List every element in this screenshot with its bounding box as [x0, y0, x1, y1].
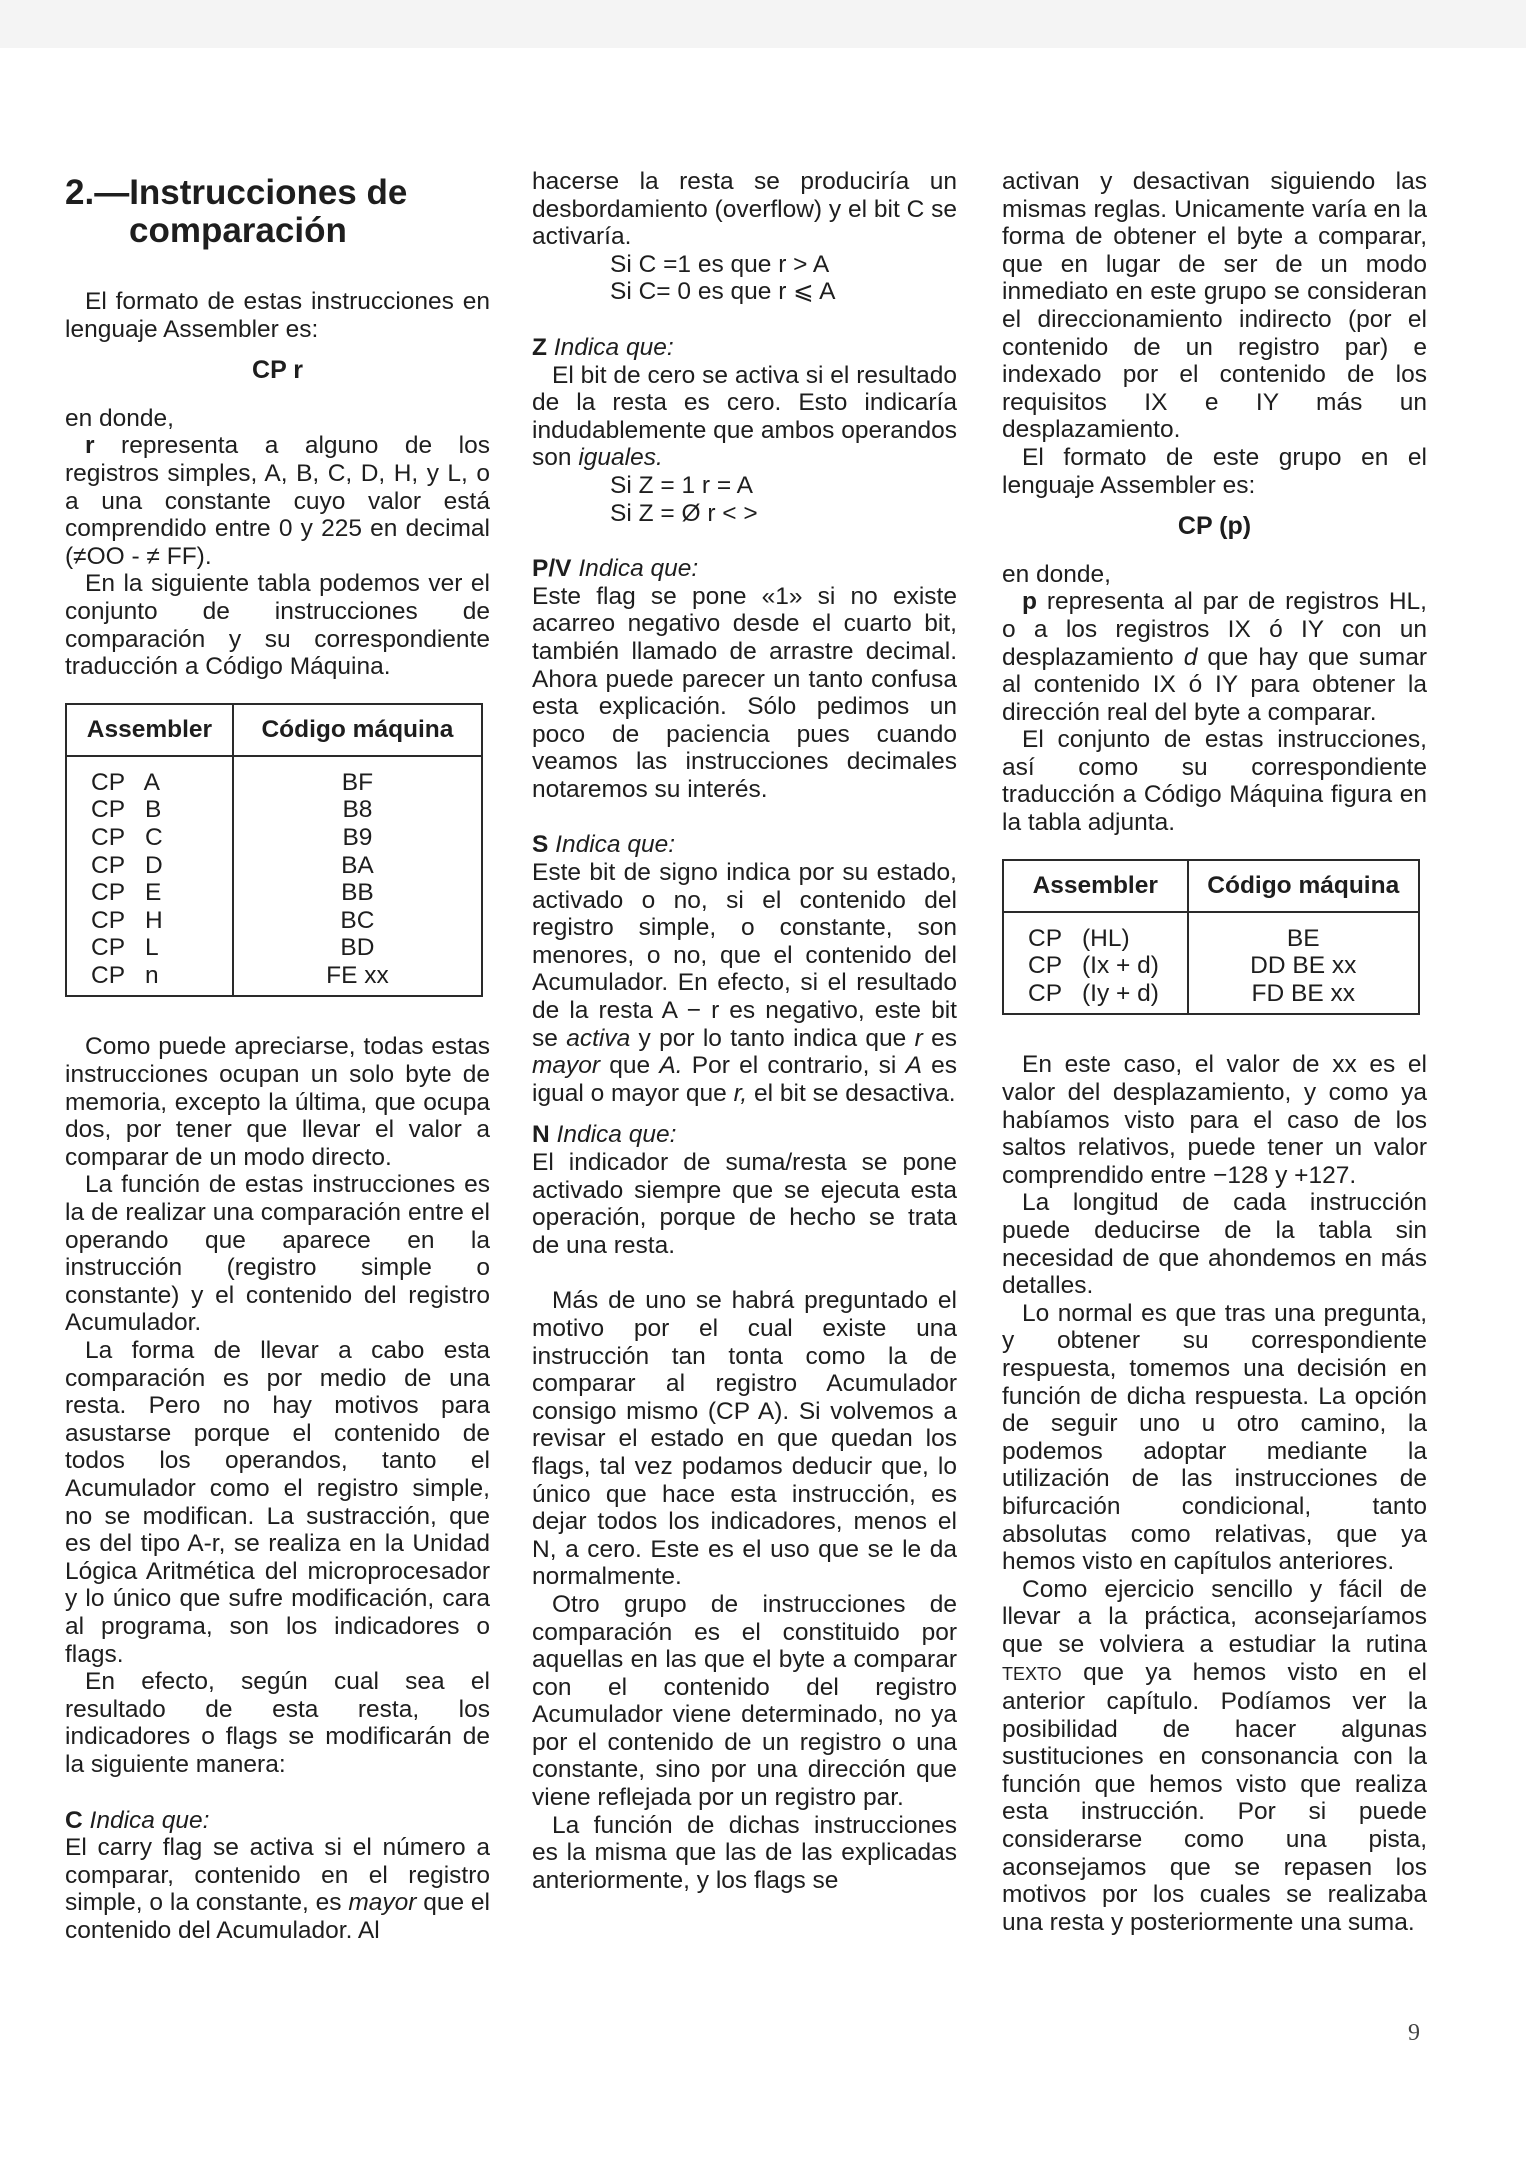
paragraph-text: El carry flag se activa si el número a comparar, contenido en el registro simple, o la constante, es — [65, 1834, 490, 1917]
table-cell-assembler: CP H — [66, 907, 233, 935]
table-row — [66, 852, 482, 880]
table-row — [66, 824, 482, 852]
table-header-assembler: Assembler — [1003, 860, 1188, 912]
flag-name: P/V — [532, 555, 572, 583]
flag-heading-pv — [532, 555, 957, 583]
italic-term: d — [1183, 643, 1198, 671]
paragraph: en donde, — [1002, 560, 1111, 588]
paragraph: El conjunto de estas instrucciones, así como su correspondiente traducción a Código Máquina figura en la tabla adjunta. — [1002, 726, 1427, 837]
table-cell-code: BF — [233, 756, 482, 797]
table-header-assembler: Assembler — [66, 704, 233, 756]
table-row — [1003, 952, 1419, 980]
formula: Si Z = Ø r < > — [610, 499, 758, 527]
column-2 — [532, 168, 957, 1894]
format-cp-r: CP r — [252, 356, 303, 385]
table-header-code: Código máquina — [233, 704, 482, 756]
table-cell-code: BB — [233, 879, 482, 907]
table-cell-assembler: CP D — [66, 852, 233, 880]
spacer — [532, 1259, 957, 1287]
paragraph: En la siguiente tabla podemos ver el conjunto de instrucciones de comparación y su correspondiente traducción a Código Máquina. — [65, 570, 490, 681]
italic-term: iguales. — [578, 444, 663, 472]
spacer — [532, 527, 957, 555]
paragraph-text: y por lo tanto indica que — [630, 1024, 915, 1052]
table-cell-code: BD — [233, 934, 482, 962]
table-row — [1003, 980, 1419, 1015]
paragraph: La función de dichas instrucciones es la misma que las de las explicadas anteriormente, y los flags se — [532, 1811, 957, 1894]
table-cell-code: BA — [233, 852, 482, 880]
italic-term: activa — [566, 1024, 631, 1052]
flag-heading-c — [65, 1807, 490, 1835]
table-cell-code: B8 — [233, 796, 482, 824]
flag-name: C — [65, 1806, 83, 1834]
paragraph — [532, 362, 957, 472]
paragraph-text: Como ejercicio sencillo y fácil de llevar a la práctica, aconsejaríamos que se volviera a estudiar la rutina — [1002, 1575, 1427, 1658]
paragraph: El formato de este grupo en el lenguaje Assembler es: — [1002, 443, 1427, 499]
paragraph: Más de uno se habrá preguntado el motivo por el cual existe una instrucción tan tonta como la de comparar al registro Acumulador consigo mismo (CP A). Si volvemos a revisar el estado en que quedan los flags, tal vez podamos deducir que, lo único que hace esta instrucción, es dejar todos los indicadores, menos el N, a cero. Este es el uso que se le da normalmente. — [532, 1287, 957, 1591]
format-cp-p: CP (p) — [1177, 512, 1252, 541]
spacer — [532, 306, 957, 334]
paragraph-text: Por el contrario, si — [682, 1052, 906, 1080]
table-row — [66, 796, 482, 824]
italic-term: r, — [733, 1079, 748, 1107]
flag-subtitle: Indica que: — [556, 1121, 677, 1149]
italic-term: mayor — [532, 1052, 601, 1080]
paragraph-text: el bit se desactiva. — [747, 1079, 956, 1107]
paragraph: La forma de llevar a cabo esta comparación es por medio de una resta. Pero no hay motivos para asustarse porque el contenido de todos los operandos, tanto el Acumulador como el registro simple, no se modifican. La sustracción, que es del tipo A-r, se realiza en la Unidad Lógica Aritmética del microprocesador y lo único que sufre modificación, cara al programa, son los indicadores o flags. — [65, 1337, 490, 1668]
flag-name: S — [532, 831, 549, 859]
instruction-table-2 — [1002, 859, 1420, 1016]
paragraph-text: que el contenido del Acumulador. Al — [65, 1889, 490, 1944]
paragraph: El formato de estas instrucciones en lenguaje Assembler es: — [65, 288, 490, 343]
paragraph-text: que ya hemos visto en el anterior capítulo. Podíamos ver la posibilidad de hacer algunas sustituciones en consonancia con la función que hemos visto que realiza esta instrucción. Por si puede considerarse como una pista, aconsejamos que se repasen los motivos por los cuales se realizaba una resta y posteriormente una suma. — [1002, 1658, 1427, 1936]
table-cell-assembler: CP (Iy + d) — [1003, 980, 1188, 1015]
section-title — [65, 174, 490, 250]
section-title-line2: comparación — [129, 211, 347, 250]
table-cell-assembler: CP L — [66, 934, 233, 962]
paragraph: En este caso, el valor de xx es el valor del desplazamiento, y como ya habíamos visto para el caso de los saltos relativos, puede tener un valor comprendido entre −128 y +127. — [1002, 1051, 1427, 1189]
table-header-code: Código máquina — [1188, 860, 1420, 912]
flag-subtitle: Indica que: — [89, 1806, 210, 1834]
table-row — [66, 756, 482, 797]
paragraph: Otro grupo de instrucciones de comparación es el constituido por aquellas en las que el byte a comparar con el contenido del registro Acumulador viene determinado, no ya por el contenido de un registro o una constante, sino por una dirección que viene reflejada por un registro par. — [532, 1590, 957, 1812]
paragraph-text: El bit de cero se activa si el resultado de la resta es cero. Esto indicaría indudablemente que ambos operandos son — [532, 361, 957, 472]
flag-heading-z — [532, 334, 957, 362]
table-cell-code: FD BE xx — [1188, 980, 1420, 1015]
column-3 — [1002, 168, 1427, 1936]
flag-heading-s — [532, 831, 957, 859]
flag-subtitle: Indica que: — [578, 555, 699, 583]
italic-term: A — [905, 1052, 922, 1080]
paragraph: En efecto, según cual sea el resultado de esta resta, los indicadores o flags se modificarán de la siguiente manera: — [65, 1668, 490, 1778]
spacer — [532, 1107, 957, 1121]
spacer — [65, 1779, 490, 1807]
paragraph: Este flag se pone «1» si no existe acarreo negativo desde el cuarto bit, también llamado de arrastre decimal. Ahora puede parecer un tanto confusa esta explicación. Sólo pedimos un poco de paciencia pues cuando veamos las instrucciones decimales notaremos su interés. — [532, 582, 957, 803]
paragraph: activan y desactivan siguiendo las mismas reglas. Unicamente varía en la forma de obtener el byte a comparar, que en lugar de ser de un modo inmediato en este grupo se consideran el direccionamiento indirecto (por el contenido de un registro par) e indexado por el contenido de los requisitos IX e IY más un desplazamiento. — [1002, 168, 1427, 444]
flag-subtitle: Indica que: — [555, 831, 676, 859]
formula: Si C= 0 es que r ⩽ A — [610, 278, 836, 306]
paragraph-text: que — [600, 1052, 660, 1080]
paragraph — [532, 859, 957, 1107]
paragraph: Lo normal es que tras una pregunta, y obtener su correspondiente respuesta, tomemos una decisión en función de dicha respuesta. La opción de seguir uno u otro camino, la podemos adoptar mediante la utilización de las instrucciones de bifurcación condicional, tanto absolutas como relativas, que ya hemos visto en capítulos anteriores. — [1002, 1299, 1427, 1576]
paragraph: hacerse la resta se produciría un desbordamiento (overflow) y el bit C se activaría. — [532, 168, 957, 251]
italic-term: r — [914, 1024, 923, 1052]
table-cell-assembler: CP C — [66, 824, 233, 852]
table-cell-code: DD BE xx — [1188, 952, 1420, 980]
table-cell-assembler: CP (HL) — [1003, 912, 1188, 953]
paragraph: La longitud de cada instrucción puede deducirse de la tabla sin necesidad de que ahondemos en más detalles. — [1002, 1189, 1427, 1300]
paragraph-text: es igual o mayor que — [532, 1052, 958, 1107]
table-row — [66, 962, 482, 997]
paragraph: en donde, — [65, 404, 174, 432]
bold-term: p — [1022, 588, 1037, 616]
small-caps-term: TEXTO — [1002, 1663, 1062, 1684]
paragraph — [1002, 588, 1427, 726]
instruction-table-1 — [65, 703, 483, 998]
spacer — [532, 803, 957, 831]
paragraph — [65, 432, 490, 570]
italic-term: mayor — [348, 1889, 417, 1917]
bold-term: r — [85, 432, 95, 460]
table-cell-assembler: CP B — [66, 796, 233, 824]
column-1 — [65, 168, 490, 1944]
page-number: 9 — [1408, 2020, 1420, 2046]
table-cell-assembler: CP A — [66, 756, 233, 797]
table-row — [1003, 912, 1419, 953]
paragraph-text: representa a alguno de los registros simples, A, B, C, D, H, y L, o a una constante cuyo valor está comprendido entre 0 y 225 en decimal (≠OO - ≠ FF). — [65, 432, 490, 570]
table-cell-code: BE — [1188, 912, 1420, 953]
paragraph: El indicador de suma/resta se pone activado siempre que se ejecuta esta operación, porque de hecho se trata de una resta. — [532, 1149, 957, 1259]
flag-heading-n — [532, 1121, 957, 1149]
section-title-line1: 2.—Instrucciones de — [65, 173, 408, 212]
paragraph — [65, 1834, 490, 1944]
formula: Si Z = 1 r = A — [610, 471, 753, 499]
paragraph-text: Este bit de signo indica por su estado, activado o no, si el contenido del registro simple, o constante, son menores, o no, que el contenido del Acumulador. En efecto, si el resultado de la resta A − r es negativo, este bit se — [532, 859, 957, 1052]
table-row — [66, 907, 482, 935]
italic-term: A. — [659, 1052, 683, 1080]
paragraph-text: que hay que sumar al contenido IX ó IY para obtener la dirección real del byte a comparar. — [1002, 643, 1427, 726]
table-cell-code: BC — [233, 907, 482, 935]
paragraph — [1002, 1576, 1427, 1937]
flag-name: Z — [532, 333, 547, 361]
table-cell-code: B9 — [233, 824, 482, 852]
table-cell-code: FE xx — [233, 962, 482, 997]
table-cell-assembler: CP (Ix + d) — [1003, 952, 1188, 980]
flag-name: N — [532, 1121, 550, 1149]
paragraph: La función de estas instrucciones es la de realizar una comparación entre el operando que aparece en la instrucción (registro simple o constante) y el contenido del registro Acumulador. — [65, 1171, 490, 1337]
formula: Si C =1 es que r > A — [610, 250, 830, 278]
table-row — [66, 934, 482, 962]
paragraph-text: es — [922, 1024, 957, 1052]
flag-subtitle: Indica que: — [553, 333, 674, 361]
table-row — [66, 879, 482, 907]
paragraph-text: representa al par de registros HL, o a los registros IX ó IY con un desplazamiento — [1002, 588, 1427, 671]
table-cell-assembler: CP n — [66, 962, 233, 997]
paragraph: Como puede apreciarse, todas estas instrucciones ocupan un solo byte de memoria, excepto la última, que ocupa dos, por tener que llevar el valor a comparar de un modo directo. — [65, 1033, 490, 1171]
table-cell-assembler: CP E — [66, 879, 233, 907]
